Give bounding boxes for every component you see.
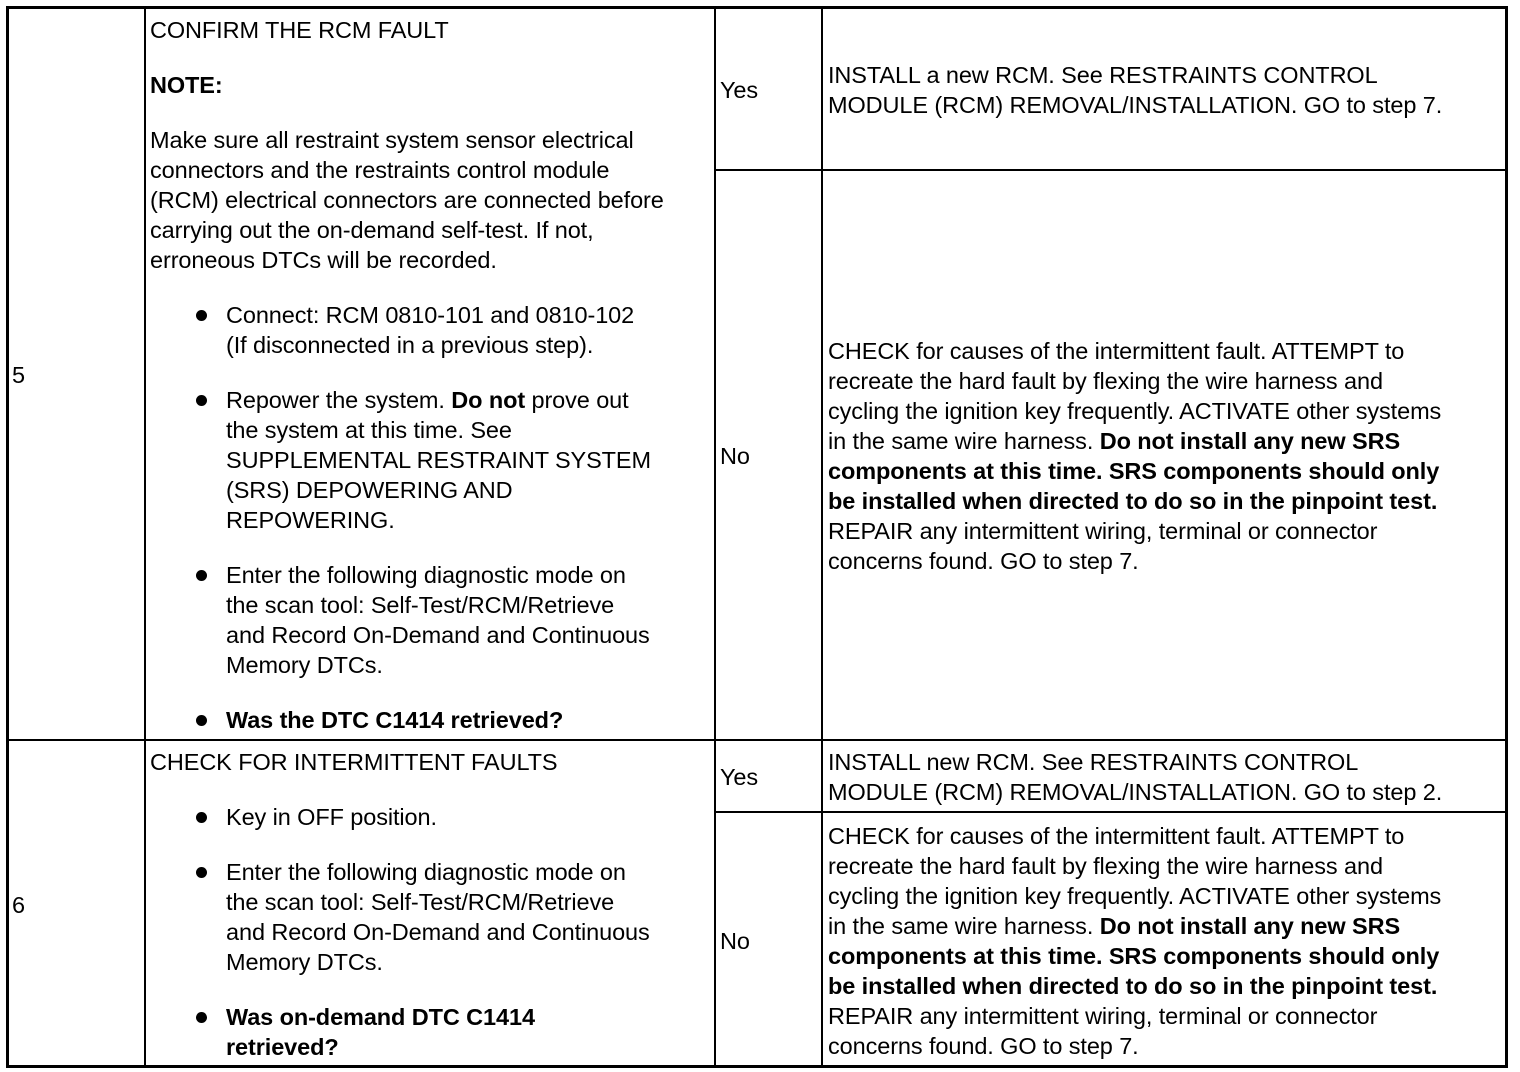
step-title: CHECK FOR INTERMITTENT FAULTS: [150, 749, 558, 775]
note-text: Make sure all restraint system sensor electrical connectors and the restraints control module (RCM) electrical connectors are connected before carrying out the on-demand self-test. If not, erroneous DTCs will be recorded.: [150, 127, 664, 273]
bullet-item: Key in OFF position.: [150, 802, 650, 832]
bullet-item: Enter the following diagnostic mode on the scan tool: Self-Test/RCM/Retrieve and Record On-Demand and Continuous Memory DTCs.: [150, 857, 650, 977]
result-action-no: CHECK for causes of the intermittent fault. ATTEMPT to recreate the hard fault by flexing the wire harness and cycling the ignition key frequently. ACTIVATE other systems in the same wire harness. Do not install any new SRS components at this time. SRS components should only be installed when directed to do so in the pinpoint test. REPAIR any intermittent wiring, terminal or connector concerns found. GO to step 7.: [828, 338, 1442, 574]
column-divider: [714, 9, 716, 1065]
column-divider: [144, 9, 146, 1065]
bullet-question: Was on-demand DTC C1414 retrieved?: [150, 1002, 650, 1062]
result-answer-no: No: [720, 443, 750, 469]
result-divider: [714, 169, 1505, 171]
bullet-item: Connect: RCM 0810-101 and 0810-102 (If disconnected in a previous step).: [150, 300, 664, 360]
result-action-no: CHECK for causes of the intermittent fault. ATTEMPT to recreate the hard fault by flexing the wire harness and cycling the ignition key frequently. ACTIVATE other systems in the same wire harness. Do not install any new SRS components at this time. SRS components should only be installed when directed to do so in the pinpoint test. REPAIR any intermittent wiring, terminal or connector concerns found. GO to step 7.: [828, 823, 1442, 1059]
result-action-yes: INSTALL new RCM. See RESTRAINTS CONTROL MODULE (RCM) REMOVAL/INSTALLATION. GO to step 2.: [828, 749, 1443, 805]
diagnostic-table: [6, 6, 1508, 1068]
row-divider: [9, 739, 1505, 741]
result-answer-yes: Yes: [720, 764, 759, 790]
step-number: 5: [12, 362, 25, 388]
result-action-yes: INSTALL a new RCM. See RESTRAINTS CONTROL MODULE (RCM) REMOVAL/INSTALLATION. GO to step 7.: [828, 62, 1443, 118]
bullet-item: Enter the following diagnostic mode on the scan tool: Self-Test/RCM/Retrieve and Record On-Demand and Continuous Memory DTCs.: [150, 560, 664, 680]
column-divider: [821, 9, 823, 1065]
step-number: 6: [12, 892, 25, 918]
step-action: [150, 747, 650, 1062]
result-answer-yes: Yes: [720, 77, 759, 103]
bullet-question: Was the DTC C1414 retrieved?: [150, 705, 664, 735]
step-title: CONFIRM THE RCM FAULT: [150, 17, 449, 43]
bullet-item: Repower the system. Do not prove out the system at this time. See SUPPLEMENTAL RESTRAINT SYSTEM (SRS) DEPOWERING AND REPOWERING.: [150, 385, 664, 535]
note-label: NOTE:: [150, 72, 223, 98]
result-answer-no: No: [720, 928, 750, 954]
result-divider: [714, 811, 1505, 813]
step-action: [150, 15, 664, 735]
